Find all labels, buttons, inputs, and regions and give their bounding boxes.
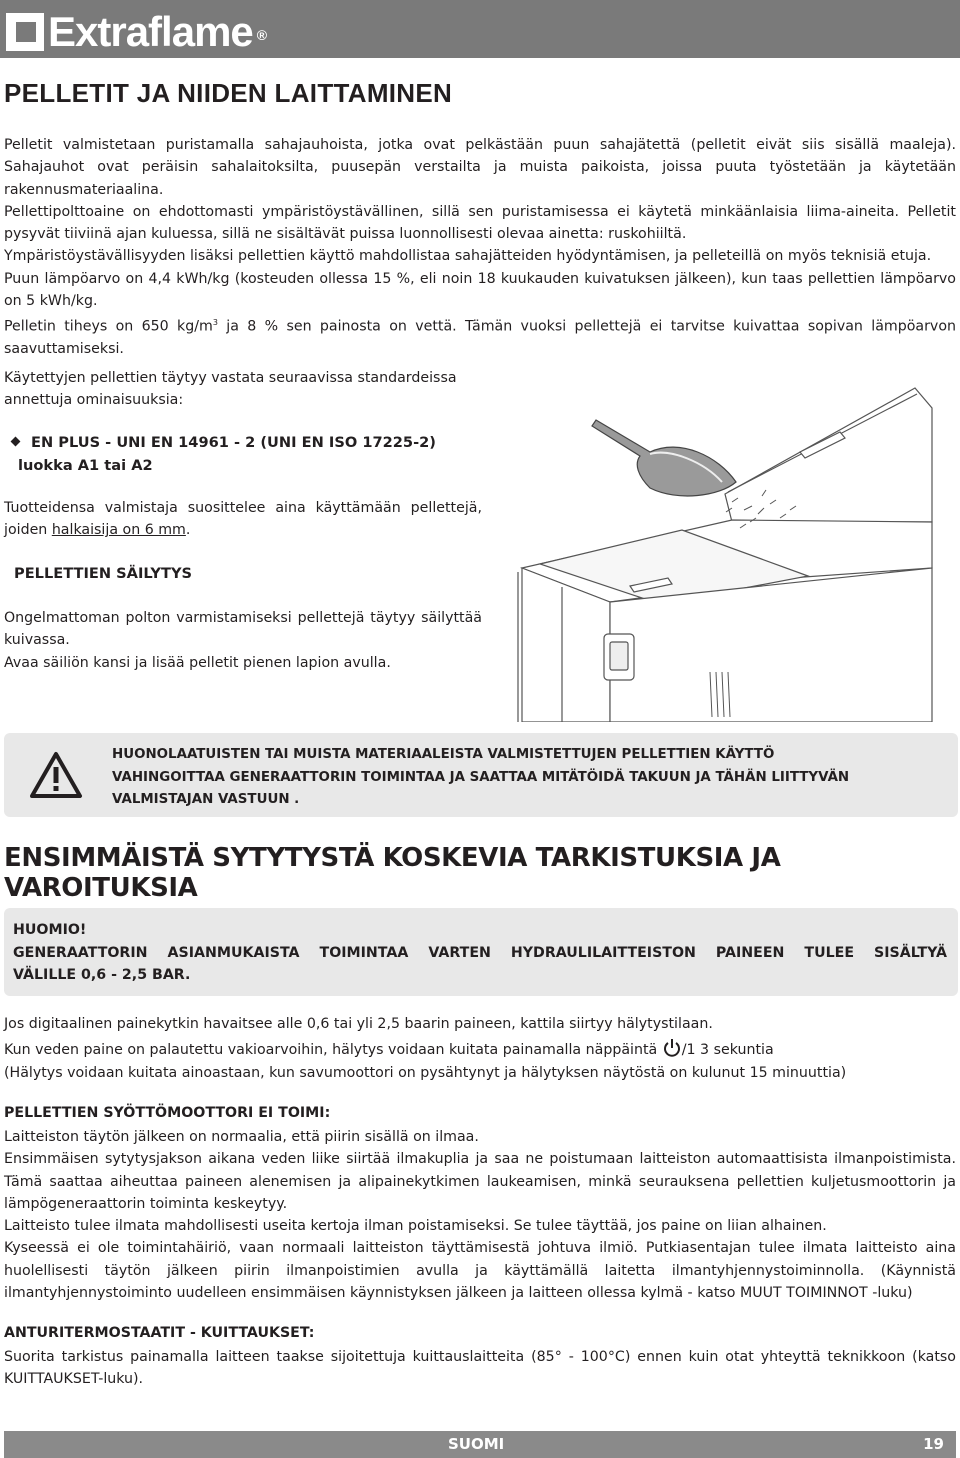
motor-text bbox=[4, 1126, 956, 1304]
bullet-line-1 bbox=[4, 431, 482, 454]
section-title-pellets: PELLETIT JA NIIDEN LAITTAMINEN bbox=[4, 78, 453, 108]
pressure-p2-b: 3 sekuntia bbox=[695, 1042, 774, 1059]
motor-p4: Kyseessä ei ole toimintahäiriö, vaan normaali laitteiston täyttämisestä johtuva ilmiö. Putkiasentajan tulee ilmata laitteisto aina huolellisesti täytön jälkeen piirin ilmanpoistimien avulla ja käyttämällä laitetta ilmantyhjennystoiminnolla. (Käynnistä ilmantyhjennystoiminto uudelleen ensimmäisen käynnistyksen jälkeen ja laitteen ollessa kylmä - katso MUUT TOIMINNOT -luku) bbox=[4, 1240, 956, 1302]
storage-title: PELLETTIEN SÄILYTYS bbox=[14, 565, 193, 582]
thermostat-title: ANTURITERMOSTAATIT - KUITTAUKSET: bbox=[4, 1325, 315, 1341]
note-text bbox=[13, 919, 947, 987]
recommend-b: . bbox=[185, 522, 191, 539]
pressure-p2-a: Kun veden paine on palautettu vakioarvoihin, hälytys voidaan kuitata painamalla näppäintä bbox=[4, 1042, 658, 1059]
warning-line-3: VALMISTAJAN VASTUUN . bbox=[112, 792, 300, 807]
standards-intro: Käytettyjen pellettien täytyy vastata seuraavissa standardeissa annettuja ominaisuuksia: bbox=[4, 370, 457, 409]
bullet-line-2: luokka A1 tai A2 bbox=[18, 457, 153, 474]
storage-p1: Ongelmattoman polton varmistamiseksi pellettejä täytyy säilyttää kuivassa. bbox=[4, 610, 482, 649]
brand-name: Extraflame bbox=[48, 8, 253, 55]
recommend-a: Tuotteidensa valmistaja suosittelee aina käyttämään pellettejä, joiden bbox=[4, 500, 482, 539]
note-line-1: GENERAATTORIN ASIANMUKAISTA TOIMINTAA VARTEN HYDRAULILAITTEISTON PAINEEN TULEE SISÄLTYÄ bbox=[13, 944, 947, 961]
pellets-p3: Ympäristöystävällisyyden lisäksi pellettien käyttö mahdollistaa sahajätteiden hyödyntämisen, ja pelleteillä on myös teknisiä etuja. bbox=[4, 248, 932, 265]
pellets-p5 bbox=[4, 312, 956, 360]
standards-bullet bbox=[4, 431, 482, 477]
motor-p3: Laitteisto tulee ilmata mahdollisesti useita kertoja ilman poistamiseksi. Se tulee täyttää, jos paine on liian alhainen. bbox=[4, 1218, 827, 1235]
warning-text bbox=[112, 744, 872, 812]
warning-triangle-icon bbox=[28, 750, 84, 800]
warning-line-2: VAHINGOITTAA GENERAATTORIN TOIMINTAA JA SAATTAA MITÄTÖIDÄ TAKUUN JA TÄHÄN LIITTYVÄN bbox=[112, 769, 850, 785]
stove-with-pellet-scoop-illustration bbox=[500, 372, 940, 722]
power-button-icon bbox=[662, 1038, 682, 1058]
pellets-intro bbox=[4, 134, 956, 361]
thermostat-text: Suorita tarkistus painamalla laitteen taakse sijoitettuja kuittauslaitteita (85° - 100°C) ennen kuin otat yhteyttä teknikkoon (katso KUITTAUKSET-luku). bbox=[4, 1349, 956, 1388]
motor-p2: Ensimmäisen sytytysjakson aikana veden liike siirtää ilmakuplia ja saa ne poistumaan laitteiston automaattisista ilmanpoistimista. Tämä saattaa aiheuttaa paineen alenemisen ja alipainekytkimen laukeamisen, minkä seurauksena pellettien kuljetusmoottorin ja lämpögeneraattorin toiminta keskeytyy. bbox=[4, 1151, 956, 1212]
pressure-p1: Jos digitaalinen painekytkin havaitsee alle 0,6 tai yli 2,5 baarin paineen, kattila siirtyy hälytystilaan. bbox=[4, 1016, 713, 1032]
pellets-p4: Puun lämpöarvo on 4,4 kWh/kg (kosteuden ollessa 15 %, eli noin 18 kuukauden kuivatuksen jälkeen), kun taas pellettien lämpöarvo on 5 kWh/kg. bbox=[4, 270, 956, 310]
note-title: HUOMIO! bbox=[13, 922, 87, 938]
pressure-text bbox=[4, 1013, 956, 1084]
page-number: 19 bbox=[923, 1435, 944, 1453]
motor-title: PELLETTIEN SYÖTTÖMOOTTORI EI TOIMI: bbox=[4, 1105, 331, 1121]
pellets-p5-a: Pelletin tiheys on 650 kg/m bbox=[4, 319, 213, 336]
diamond-bullet-icon bbox=[11, 437, 21, 447]
pellets-p1: Pelletit valmistetaan puristamalla sahajauhoista, jotka ovat pelkästään puun sahajätettä (pelletit eivät siis sisällä maaleja). Sahajauhot ovat peräisin sahalaitoksilta, puusepän verstailta ja muista paikoista, joissa puuta työstetään ja käytetään rakennusmateriaalina. bbox=[4, 137, 956, 198]
storage-p2: Avaa säiliön kansi ja lisää pelletit pienen lapion avulla. bbox=[4, 654, 391, 671]
pellets-p5-sup: 3 bbox=[212, 318, 218, 328]
pellets-p2: Pellettipolttoaine on ehdottomasti ympäristöystävällinen, sillä sen puristamisessa ei käytetä minkäänlaisia liima-aineita. Pelletit pysyvät tiiviinä ajan kuluessa, sillä ne sisältävät puissa luonnollisesti olevaa ainetta: ruskohiiltä. bbox=[4, 203, 956, 243]
footer-language: SUOMI bbox=[448, 1435, 505, 1453]
footer-bar bbox=[4, 1431, 956, 1458]
pressure-key-label: /1 bbox=[681, 1042, 696, 1059]
registered-mark: ® bbox=[256, 27, 267, 43]
storage-text bbox=[4, 607, 482, 674]
recommendation-text bbox=[4, 497, 482, 542]
section-title-first-ignition: ENSIMMÄISTÄ SYTYTYSTÄ KOSKEVIA TARKISTUKSIA JA VAROITUKSIA bbox=[4, 843, 781, 903]
note-line-2: VÄLILLE 0,6 - 2,5 BAR. bbox=[13, 967, 191, 983]
pressure-p3: (Hälytys voidaan kuitata ainoastaan, kun savumoottori on pysähtynyt ja hälytyksen näytöstä on kulunut 15 minuuttia) bbox=[4, 1064, 847, 1081]
pellets-p5-b: ja 8 % sen painosta on vettä. Tämän vuoksi pellettejä ei tarvitse kuivattaa sopivan lämpöarvon saavuttamiseksi. bbox=[4, 319, 956, 358]
pressure-p2 bbox=[4, 1038, 956, 1061]
brand-logo bbox=[6, 4, 266, 60]
standard-name: EN PLUS - UNI EN 14961 - 2 (UNI EN ISO 17225-2) bbox=[31, 434, 436, 451]
motor-p1: Laitteiston täytön jälkeen on normaalia, että piirin sisällä on ilmaa. bbox=[4, 1129, 479, 1145]
logo-mark-icon bbox=[6, 13, 44, 51]
recommend-underlined: halkaisija on 6 mm bbox=[51, 522, 186, 539]
warning-line-1: HUONOLAATUISTEN TAI MUISTA MATERIAALEISTA VALMISTETTUJEN PELLETTIEN KÄYTTÖ bbox=[112, 747, 775, 762]
